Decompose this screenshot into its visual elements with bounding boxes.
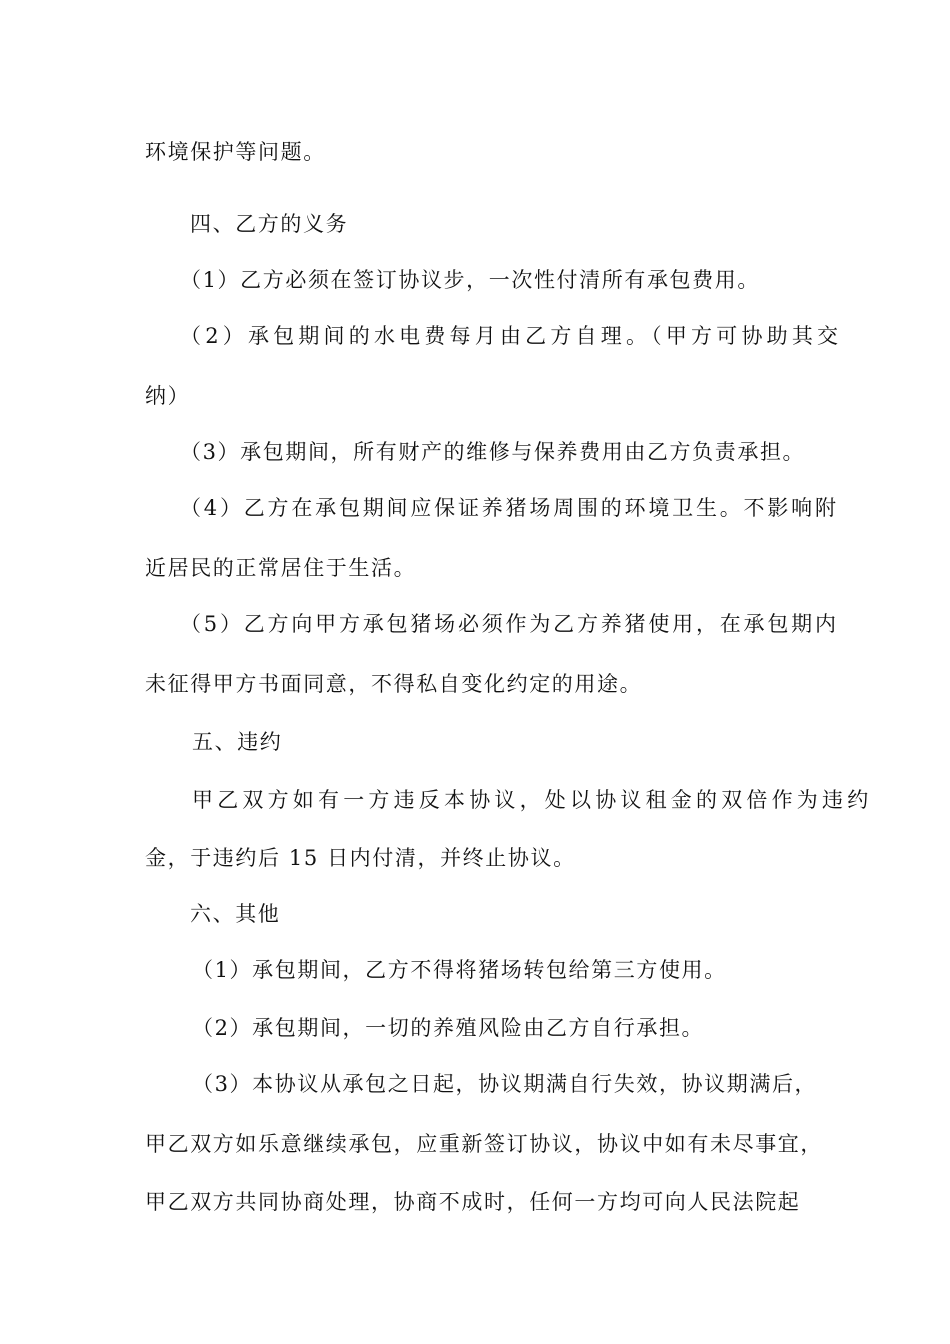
paragraph-line: 甲乙双方如有一方违反本协议，处以协议租金的双倍作为违约 [192, 788, 873, 812]
section-heading-other: 六、其他 [190, 902, 281, 926]
clause-line: （1）乙方必须在签订协议步，一次性付清所有承包费用。 [180, 268, 760, 292]
section-heading-obligations: 四、乙方的义务 [190, 212, 349, 236]
clause-line: （5）乙方向甲方承包猪场必须作为乙方养猪使用，在承包期内 [180, 612, 839, 636]
text-line: 环境保护等问题。 [145, 140, 326, 164]
clause-continuation: 近居民的正常居住于生活。 [145, 556, 417, 580]
clause-line: （3）承包期间，所有财产的维修与保养费用由乙方负责承担。 [180, 440, 806, 464]
clause-line: （2）承包期间的水电费每月由乙方自理。（甲方可协助其交 [180, 324, 843, 348]
paragraph-continuation: 金，于违约后 15 日内付清，并终止协议。 [145, 846, 576, 870]
clause-line: （1）承包期间，乙方不得将猪场转包给第三方使用。 [192, 958, 727, 982]
clause-line: （4）乙方在承包期间应保证养猪场周围的环境卫生。不影响附 [180, 496, 839, 520]
clause-line: （3）本协议从承包之日起，协议期满自行失效，协议期满后， [192, 1072, 818, 1096]
section-heading-breach: 五、违约 [192, 730, 283, 754]
clause-continuation: 纳） [145, 384, 191, 408]
clause-continuation: 甲乙双方如乐意继续承包，应重新签订协议，协议中如有未尽事宜， [145, 1132, 823, 1156]
clause-continuation: 甲乙双方共同协商处理，协商不成时，任何一方均可向人民法院起 [145, 1190, 801, 1214]
clause-line: （2）承包期间，一切的养殖风险由乙方自行承担。 [192, 1016, 705, 1040]
clause-continuation: 未征得甲方书面同意，不得私自变化约定的用途。 [145, 672, 643, 696]
